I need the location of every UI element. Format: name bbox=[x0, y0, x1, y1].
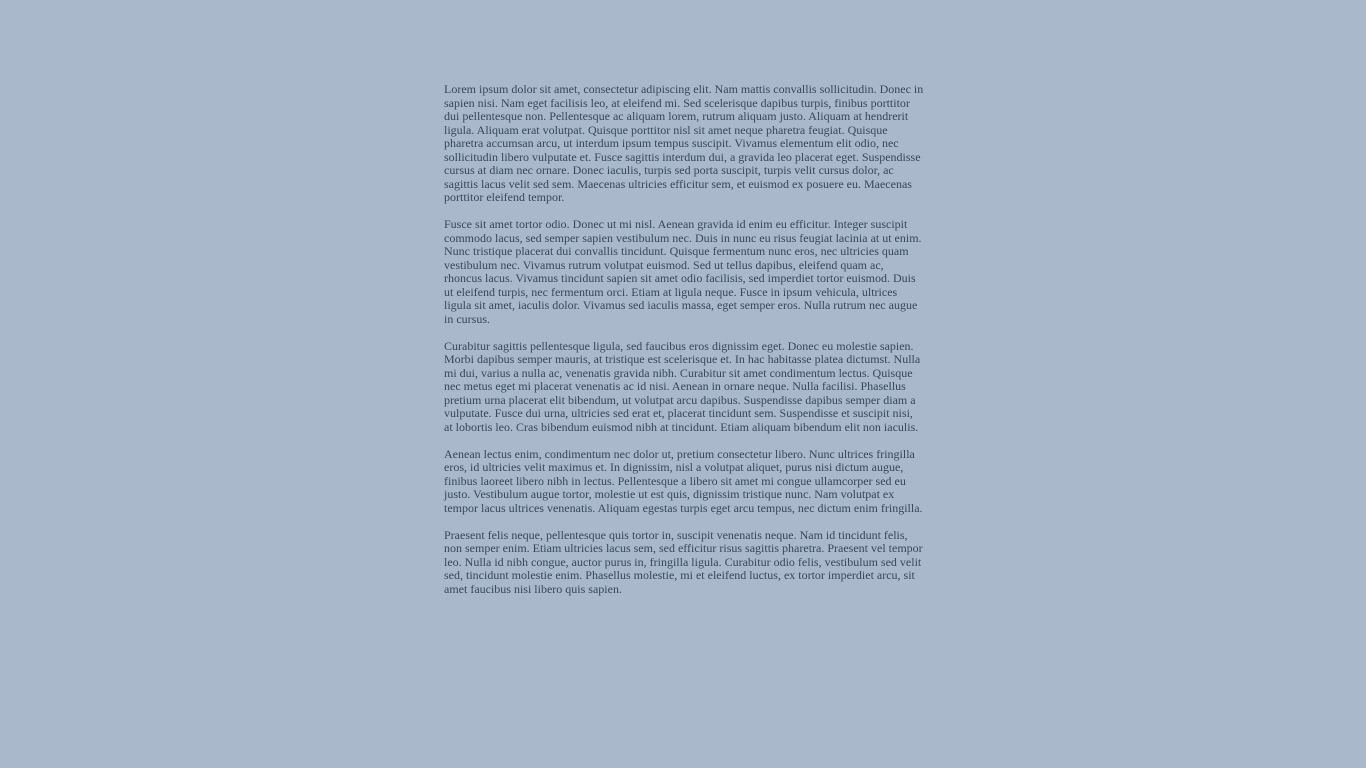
paragraph-5: Praesent felis neque, pellentesque quis tortor in, suscipit venenatis neque. Nam id tincidunt felis, non semper enim. Etiam ultricies lacus sem, sed efficitur risus sagittis pharetra. Praesent vel tempor leo. Nulla id nibh congue, auctor purus in, fringilla ligula. Curabitur odio felis, vestibulum sed velit sed, tincidunt molestie enim. Phasellus molestie, mi et eleifend luctus, ex tortor imperdiet arcu, sit amet faucibus nisi libero quis sapien. bbox=[444, 527, 923, 596]
paragraph-2: Fusce sit amet tortor odio. Donec ut mi nisl. Aenean gravida id enim eu efficitur. Integer suscipit commodo lacus, sed semper sapien vestibulum nec. Duis in nunc eu risus feugiat lacinia at ut enim. Nunc tristique placerat dui convallis tincidunt. Quisque fermentum nunc eros, nec ultricies quam vestibulum nec. Vivamus rutrum volutpat euismod. Sed ut tellus dapibus, eleifend quam ac, rhoncus lacus. Vivamus tincidunt sapien sit amet odio facilisis, sed imperdiet tortor euismod. Duis ut eleifend turpis, nec fermentum orci. Etiam at ligula neque. Fusce in ipsum vehicula, ultrices ligula sit amet, iaculis dolor. Vivamus sed iaculis massa, eget semper eros. Nulla rutrum nec augue in cursus. bbox=[444, 217, 922, 326]
paragraph-3: Curabitur sagittis pellentesque ligula, sed faucibus eros dignissim eget. Donec eu molestie sapien. Morbi dapibus semper mauris, at tristique est scelerisque et. In hac habitasse platea dictumst. Nulla mi dui, varius a nulla ac, venenatis gravida nibh. Curabitur sit amet condimentum lectus. Quisque nec metus eget mi placerat venenatis ac id nisi. Aenean in ornare neque. Nulla facilisi. Phasellus pretium urna placerat elit bibendum, ut volutpat arcu dapibus. Suspendisse dapibus semper diam a vulputate. Fusce dui urna, ultricies sed erat et, placerat tincidunt sem. Suspendisse et suscipit nisi, at lobortis leo. Cras bibendum euismod nibh at tincidunt. Etiam aliquam bibendum elit non iaculis. bbox=[444, 338, 921, 434]
document-body bbox=[444, 83, 924, 596]
paragraph-1: Lorem ipsum dolor sit amet, consectetur adipiscing elit. Nam mattis convallis sollicitudin. Donec in sapien nisi. Nam eget facilisis leo, at eleifend mi. Sed scelerisque dapibus turpis, finibus porttitor dui pellentesque non. Pellentesque ac aliquam lorem, rutrum aliquam justo. Aliquam at hendrerit ligula. Aliquam erat volutpat. Quisque porttitor nisl sit amet neque pharetra feugiat. Quisque pharetra accumsan arcu, ut interdum ipsum tempus suscipit. Vivamus elementum elit odio, nec sollicitudin libero vulputate et. Fusce sagittis interdum dui, a gravida leo placerat eget. Suspendisse cursus at diam nec ornare. Donec iaculis, turpis sed porta suscipit, turpis velit cursus dolor, ac sagittis lacus velit sed sem. Maecenas ultricies efficitur sem, et euismod ex posuere eu. Maecenas porttitor eleifend tempor. bbox=[444, 82, 924, 204]
paragraph-4: Aenean lectus enim, condimentum nec dolor ut, pretium consectetur libero. Nunc ultrices fringilla eros, id ultricies velit maximus et. In dignissim, nisl a volutpat aliquet, purus nisi dictum augue, finibus laoreet libero nibh in lectus. Pellentesque a libero sit amet mi congue ullamcorper sed eu justo. Vestibulum augue tortor, molestie ut est quis, dignissim tristique nunc. Nam volutpat ex tempor lacus ultrices venenatis. Aliquam egestas turpis eget arcu tempus, nec dictum enim fringilla. bbox=[444, 446, 923, 515]
